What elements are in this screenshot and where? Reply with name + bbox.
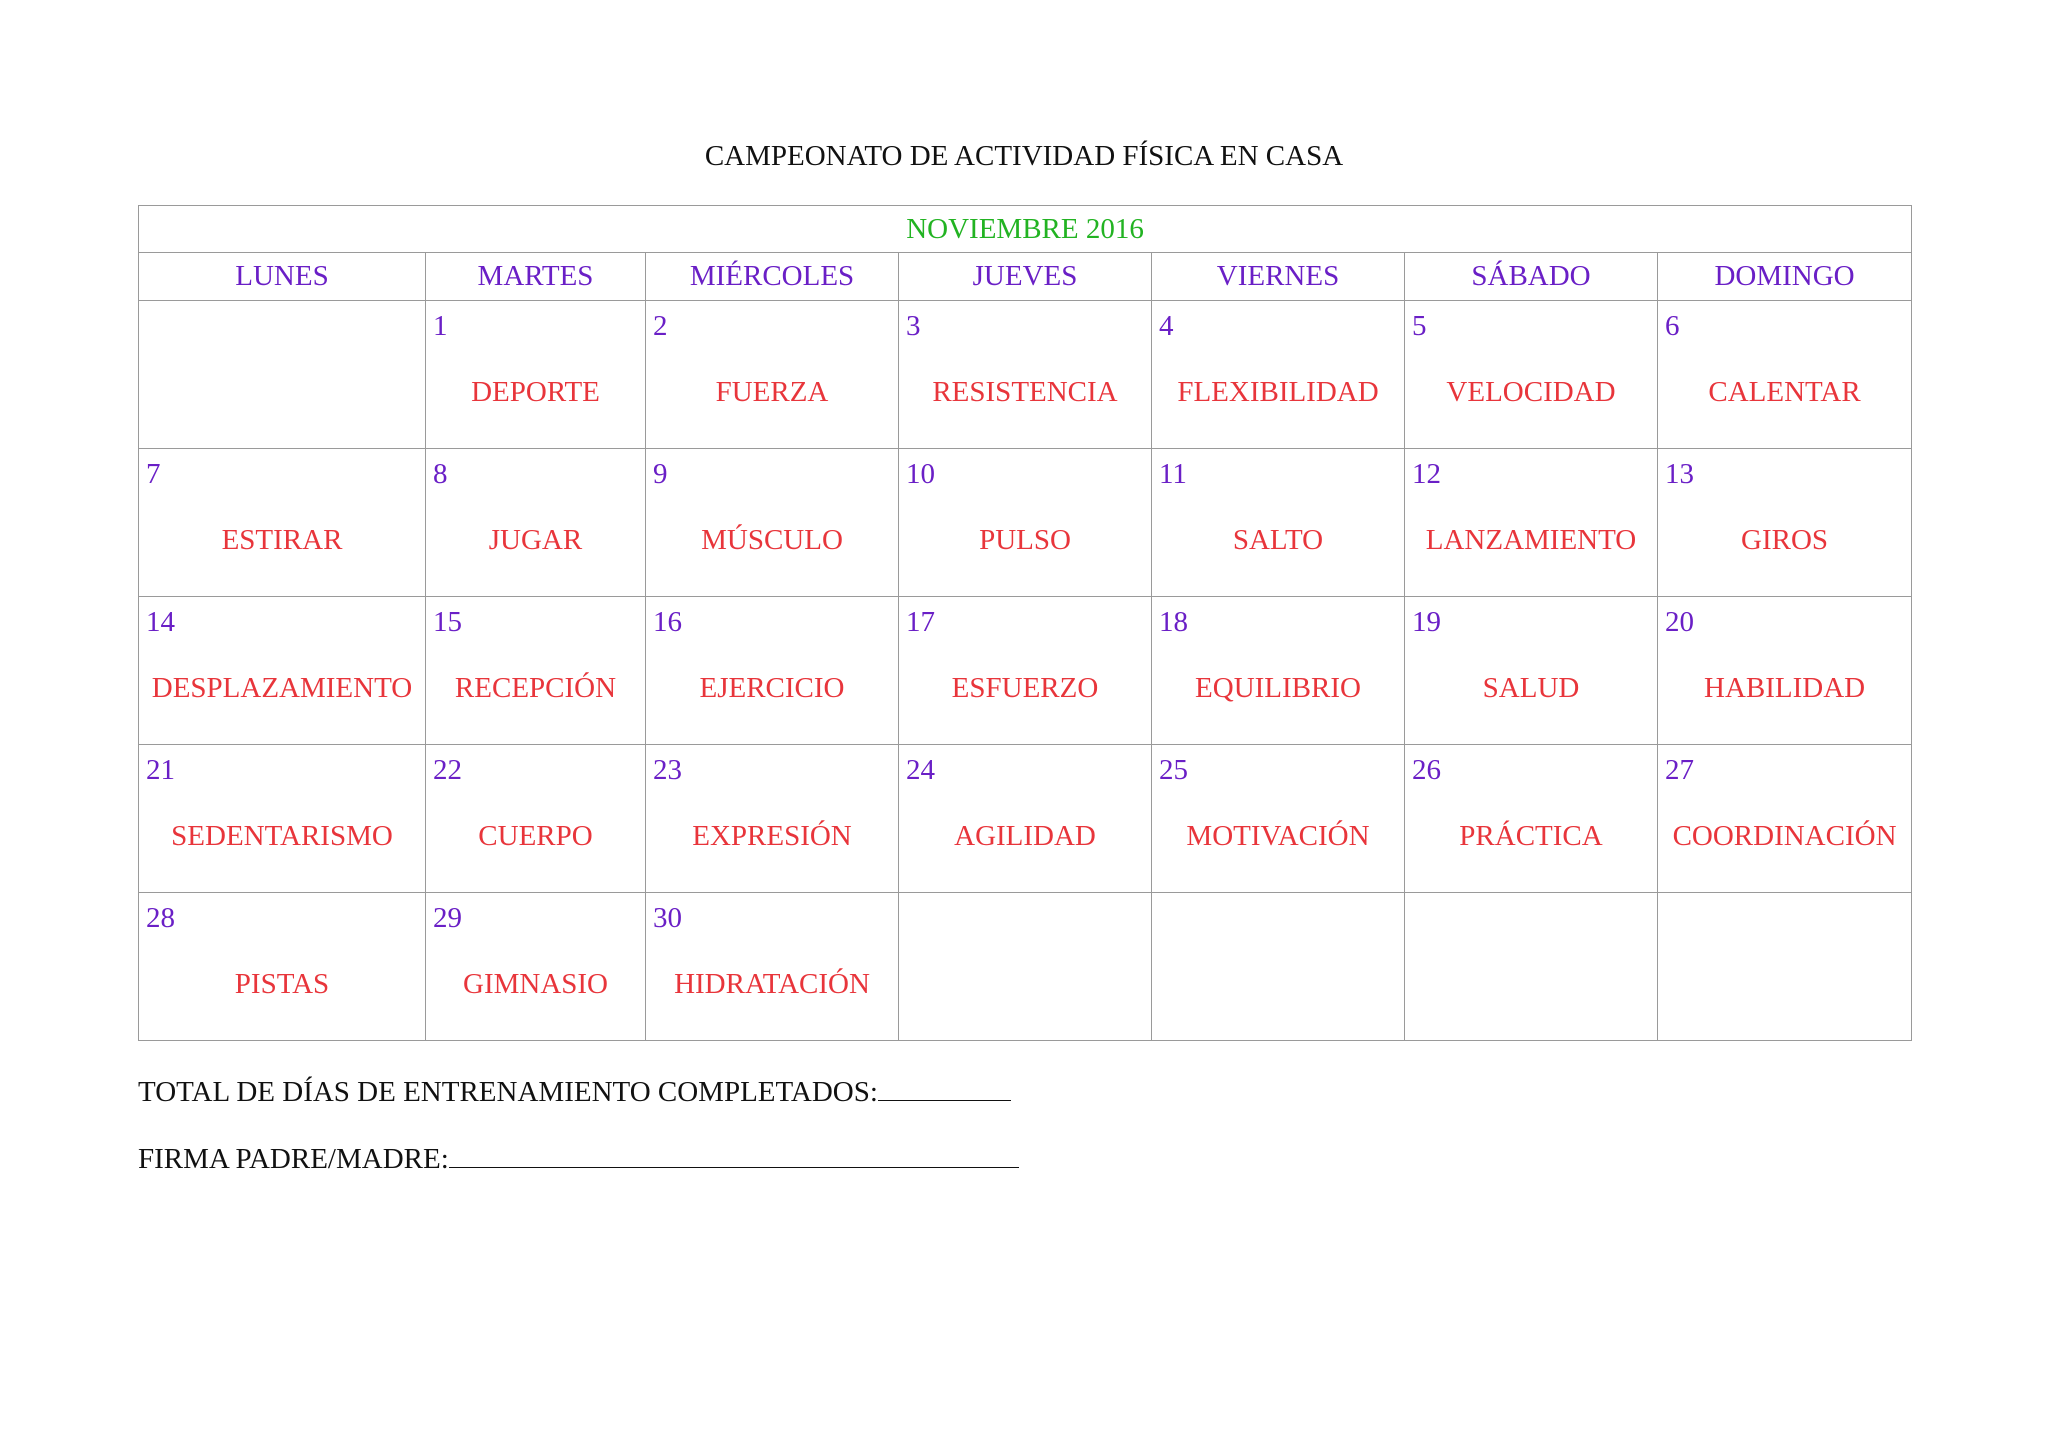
day-cell-4 — [1152, 301, 1405, 449]
day-number: 3 — [906, 310, 921, 342]
day-cell-15 — [426, 597, 646, 745]
day-activity: COORDINACIÓN — [1672, 820, 1897, 852]
day-number: 24 — [906, 754, 935, 786]
calendar-table — [138, 205, 1912, 1041]
day-number: 28 — [146, 902, 175, 934]
month-header-row — [139, 206, 1912, 253]
day-cell-6 — [1658, 301, 1912, 449]
signature-line — [138, 1137, 1019, 1179]
day-number: 9 — [653, 458, 668, 490]
calendar-week-row — [139, 597, 1912, 745]
day-number: 14 — [146, 606, 175, 638]
day-cell-26 — [1405, 745, 1658, 893]
calendar-week-row — [139, 745, 1912, 893]
day-cell-9 — [646, 449, 899, 597]
day-activity: ESFUERZO — [951, 672, 1099, 704]
day-activity: RECEPCIÓN — [454, 672, 617, 704]
day-cell-18 — [1152, 597, 1405, 745]
weekday-sunday: DOMINGO — [1658, 253, 1912, 301]
day-number: 21 — [146, 754, 175, 786]
day-activity: DEPORTE — [471, 376, 600, 408]
day-cell-16 — [646, 597, 899, 745]
day-activity: EQUILIBRIO — [1195, 672, 1361, 704]
day-activity: GIMNASIO — [463, 968, 608, 1000]
day-activity: MOTIVACIÓN — [1186, 820, 1370, 852]
day-activity: PULSO — [979, 524, 1071, 556]
day-activity: HABILIDAD — [1704, 672, 1866, 704]
day-activity: EXPRESIÓN — [692, 820, 852, 852]
day-activity: EJERCICIO — [699, 672, 845, 704]
weekday-monday: LUNES — [139, 253, 426, 301]
day-activity: RESISTENCIA — [932, 376, 1118, 408]
day-cell-30 — [646, 893, 899, 1041]
day-cell-10 — [899, 449, 1152, 597]
signature-label: FIRMA PADRE/MADRE: — [138, 1143, 449, 1175]
weekday-friday: VIERNES — [1152, 253, 1405, 301]
day-cell-28 — [139, 893, 426, 1041]
day-cell-23 — [646, 745, 899, 893]
day-cell-29 — [426, 893, 646, 1041]
day-cell-19 — [1405, 597, 1658, 745]
document-title: CAMPEONATO DE ACTIVIDAD FÍSICA EN CASA — [704, 140, 1344, 172]
day-activity: VELOCIDAD — [1446, 376, 1616, 408]
day-cell-21 — [139, 745, 426, 893]
day-number: 20 — [1665, 606, 1694, 638]
day-activity: ESTIRAR — [221, 524, 343, 556]
day-activity: SALTO — [1232, 524, 1324, 556]
day-cell-24 — [899, 745, 1152, 893]
calendar-week-row — [139, 449, 1912, 597]
empty-day-cell — [899, 893, 1152, 1041]
day-number: 30 — [653, 902, 682, 934]
day-cell-8 — [426, 449, 646, 597]
day-activity: CUERPO — [478, 820, 593, 852]
day-activity: SALUD — [1482, 672, 1580, 704]
day-number: 25 — [1159, 754, 1188, 786]
day-cell-11 — [1152, 449, 1405, 597]
day-activity: GIROS — [1741, 524, 1829, 556]
day-number: 5 — [1412, 310, 1427, 342]
calendar-week-row — [139, 301, 1912, 449]
weekday-wednesday: MIÉRCOLES — [646, 253, 899, 301]
day-cell-27 — [1658, 745, 1912, 893]
day-number: 16 — [653, 606, 682, 638]
day-activity: DESPLAZAMIENTO — [151, 672, 413, 704]
day-activity: FUERZA — [715, 376, 829, 408]
month-label: NOVIEMBRE 2016 — [139, 206, 1912, 253]
day-cell-25 — [1152, 745, 1405, 893]
day-cell-5 — [1405, 301, 1658, 449]
day-cell-20 — [1658, 597, 1912, 745]
day-activity: PRÁCTICA — [1459, 820, 1603, 852]
day-number: 15 — [433, 606, 462, 638]
day-activity: FLEXIBILIDAD — [1177, 376, 1379, 408]
weekday-header-row — [139, 253, 1912, 301]
day-number: 2 — [653, 310, 668, 342]
day-activity: JUGAR — [488, 524, 583, 556]
day-cell-2 — [646, 301, 899, 449]
day-activity: LANZAMIENTO — [1425, 524, 1637, 556]
total-days-line — [138, 1070, 1011, 1112]
day-number: 10 — [906, 458, 935, 490]
empty-day-cell — [1152, 893, 1405, 1041]
empty-day-cell — [1658, 893, 1912, 1041]
day-number: 4 — [1159, 310, 1174, 342]
empty-day-cell — [139, 301, 426, 449]
day-number: 29 — [433, 902, 462, 934]
day-activity: CALENTAR — [1708, 376, 1861, 408]
day-number: 8 — [433, 458, 448, 490]
calendar-week-row — [139, 893, 1912, 1041]
day-number: 23 — [653, 754, 682, 786]
day-cell-1 — [426, 301, 646, 449]
day-number: 1 — [433, 310, 448, 342]
day-number: 19 — [1412, 606, 1441, 638]
day-cell-3 — [899, 301, 1152, 449]
day-number: 7 — [146, 458, 161, 490]
day-cell-7 — [139, 449, 426, 597]
calendar-weeks — [139, 301, 1912, 1041]
day-activity: AGILIDAD — [954, 820, 1096, 852]
day-number: 6 — [1665, 310, 1680, 342]
day-activity: MÚSCULO — [701, 524, 843, 556]
day-number: 27 — [1665, 754, 1694, 786]
weekday-thursday: JUEVES — [899, 253, 1152, 301]
weekday-tuesday: MARTES — [426, 253, 646, 301]
day-cell-12 — [1405, 449, 1658, 597]
day-number: 17 — [906, 606, 935, 638]
empty-day-cell — [1405, 893, 1658, 1041]
day-number: 12 — [1412, 458, 1441, 490]
day-cell-22 — [426, 745, 646, 893]
signature-blank[interactable] — [449, 1137, 1019, 1168]
day-cell-17 — [899, 597, 1152, 745]
day-number: 22 — [433, 754, 462, 786]
day-number: 26 — [1412, 754, 1441, 786]
day-cell-13 — [1658, 449, 1912, 597]
day-activity: SEDENTARISMO — [171, 820, 393, 852]
day-number: 13 — [1665, 458, 1694, 490]
weekday-saturday: SÁBADO — [1405, 253, 1658, 301]
day-cell-14 — [139, 597, 426, 745]
day-activity: PISTAS — [234, 968, 330, 1000]
total-days-blank[interactable] — [878, 1070, 1011, 1101]
day-number: 18 — [1159, 606, 1188, 638]
total-days-label: TOTAL DE DÍAS DE ENTRENAMIENTO COMPLETADOS: — [138, 1076, 878, 1108]
day-number: 11 — [1159, 458, 1187, 490]
day-activity: HIDRATACIÓN — [674, 968, 870, 1000]
